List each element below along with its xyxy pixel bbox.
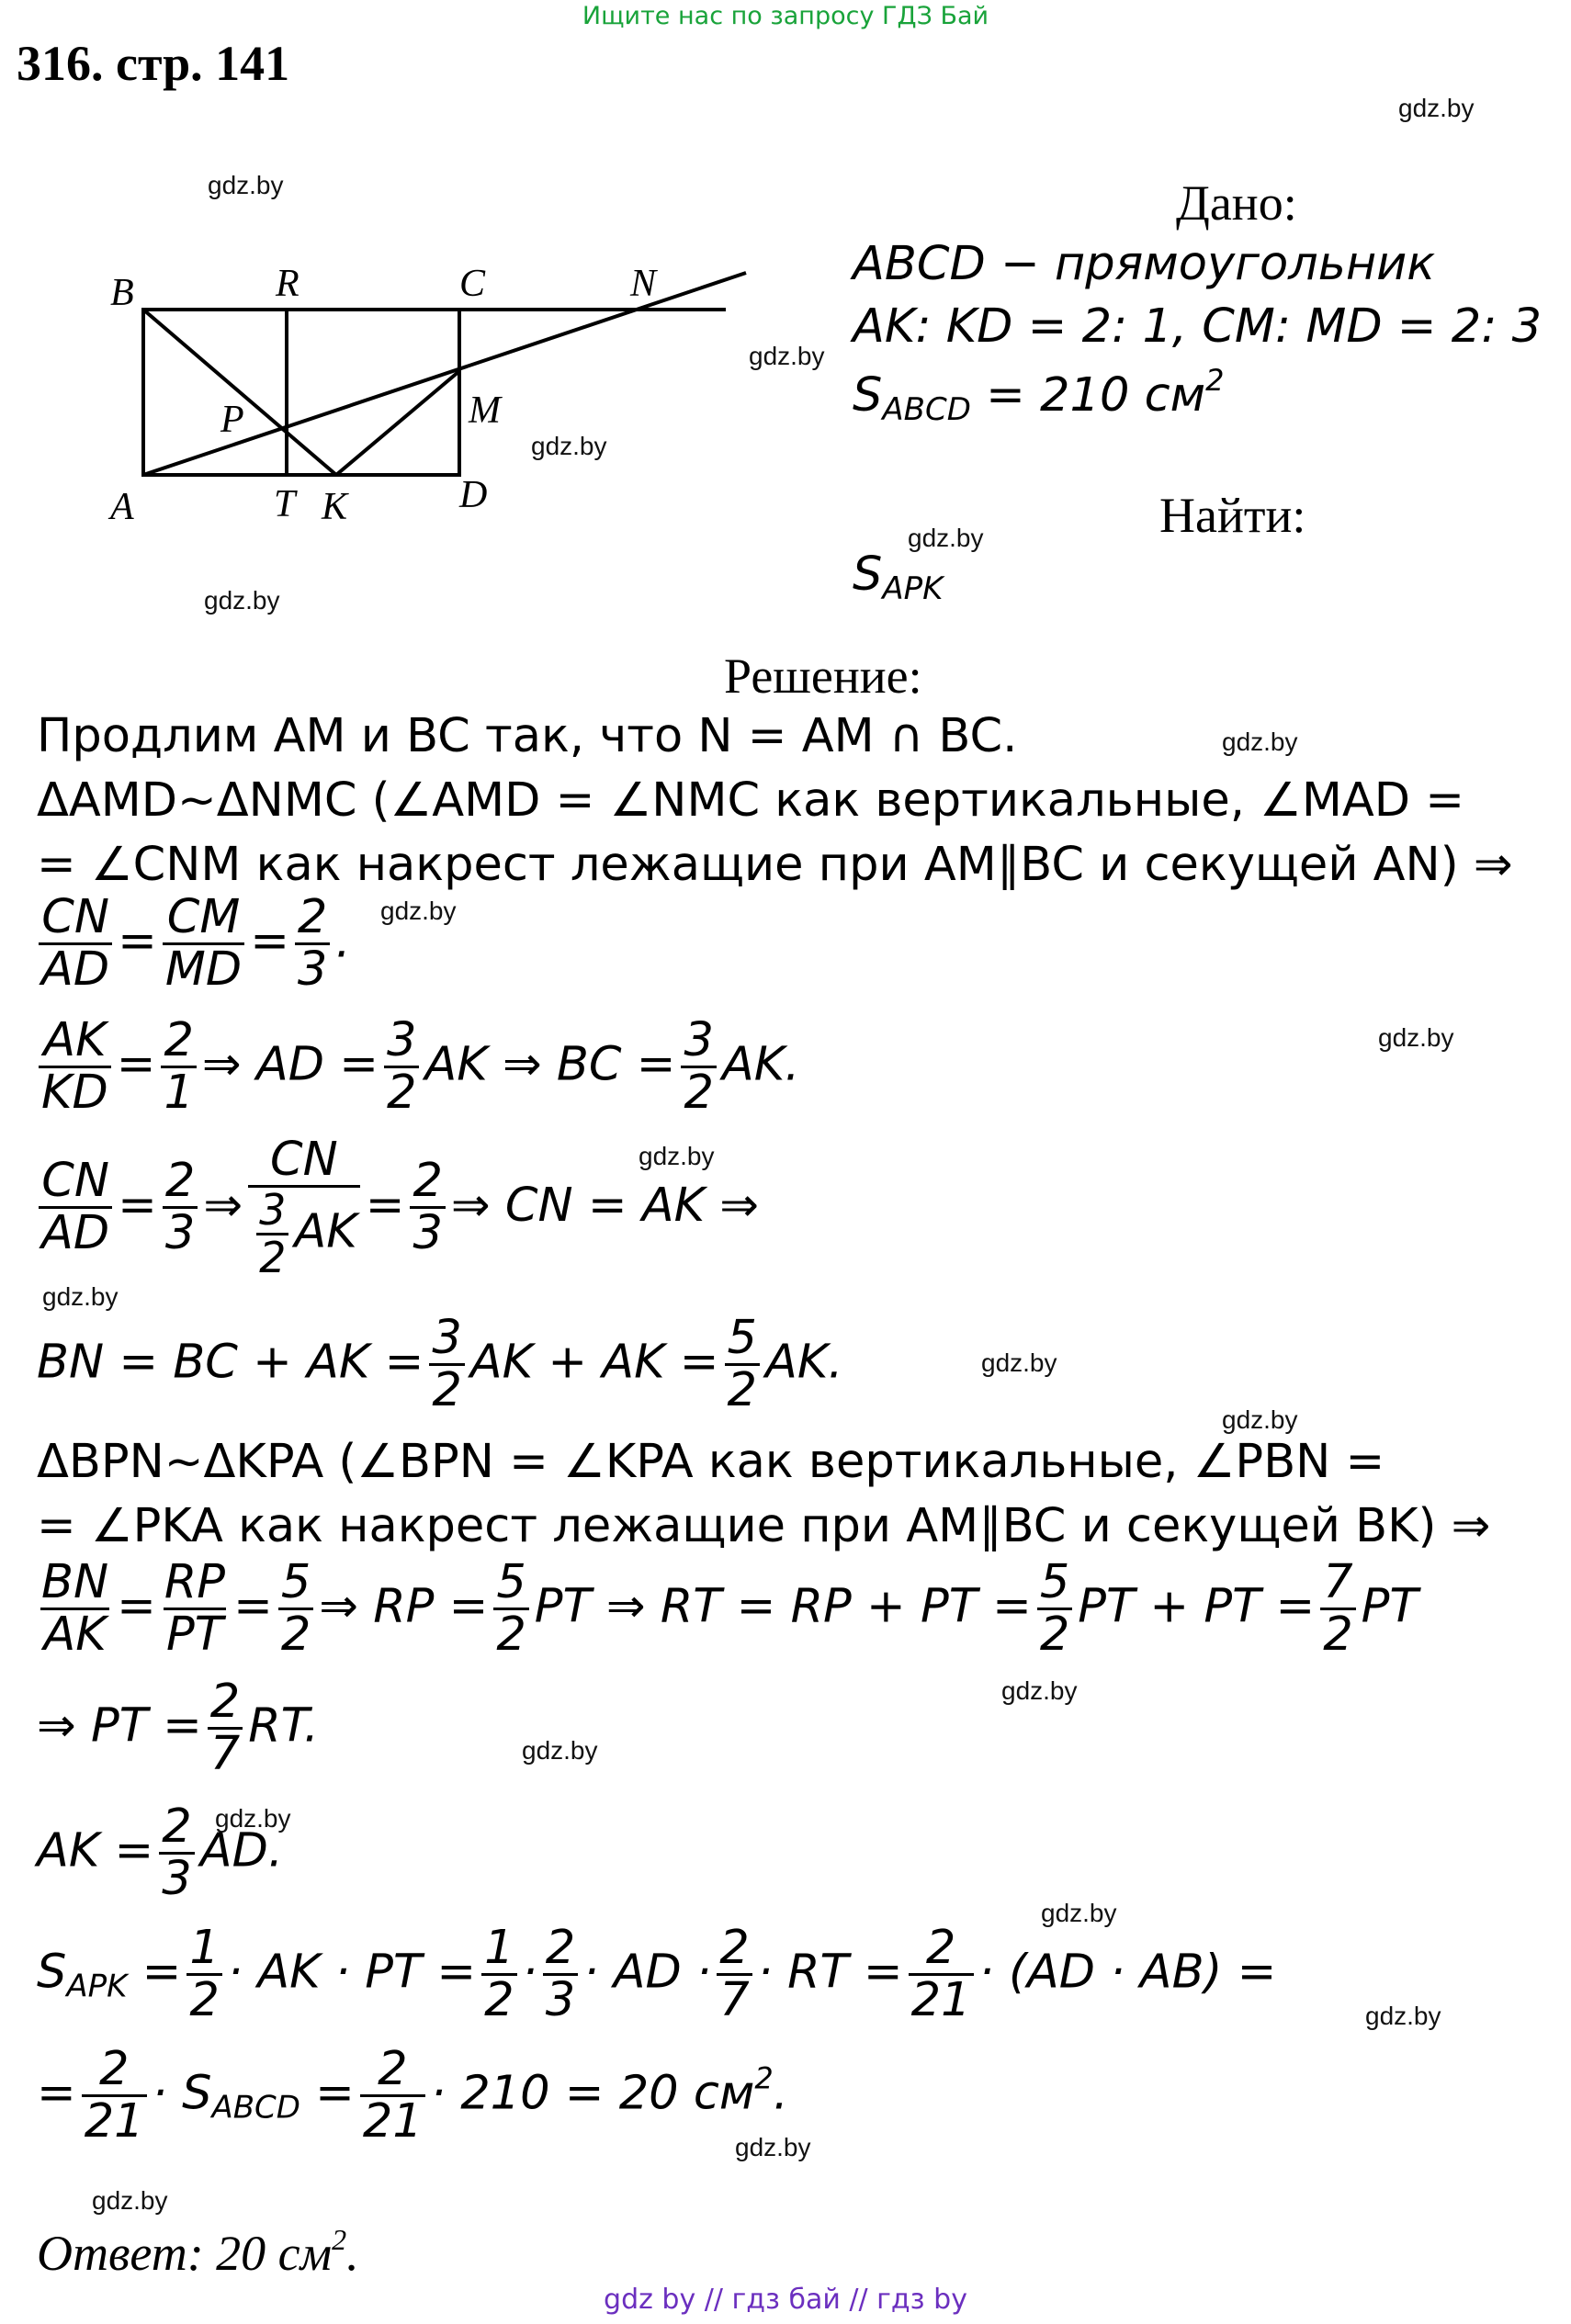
footer-links[interactable]: gdz by // гдз бай // гдз by <box>604 2284 967 2316</box>
equation-1: $\frac{CN}{AD}$ = $\frac{CM}{MD}$ = $\frac{2}{3}$ . <box>33 893 351 995</box>
watermark: gdz.by <box>1222 728 1298 756</box>
watermark: gdz.by <box>204 586 280 615</box>
equation-2: $\frac{AK}{KD}$ = $\frac{2}{1}$ ⇒ AD = $\frac{3}{2}$ AK ⇒ BC = $\frac{3}{2}$ AK. <box>33 1016 799 1118</box>
label-P: P <box>220 399 244 441</box>
fraction: $\frac{1}{2}$ <box>186 1924 221 2025</box>
label-B: B <box>110 272 134 314</box>
watermark: gdz.by <box>531 432 607 460</box>
label-M: M <box>469 389 501 432</box>
label-A: A <box>110 486 134 528</box>
fraction: $\frac{7}{2}$ <box>1320 1558 1355 1660</box>
label-N: N <box>630 263 657 305</box>
watermark: gdz.by <box>908 524 984 552</box>
given-line3: $S_{ABCD} = 210$ $см^2$ <box>853 363 1225 428</box>
fraction: $\frac{3}{2}$ <box>384 1016 419 1118</box>
top-banner[interactable]: Ищите нас по запросу ГДЗ Бай <box>582 2 989 30</box>
task-title: 316. стр. 141 <box>17 36 290 91</box>
equation-9: = $\frac{2}{21}$ · $S_{ABCD}$ = $\frac{2}{21}$ · 210 = 20 $см^2$. <box>37 2042 788 2149</box>
fraction: $\frac{2}{21}$ <box>360 2045 425 2147</box>
solution-line-3: = ∠CNM как накрест лежащие при AM∥BC и секущей AN) ⇒ <box>37 838 1513 892</box>
fraction: $\frac{5}{2}$ <box>725 1314 760 1416</box>
answer: Ответ: 20 $см^2$. <box>37 2223 359 2281</box>
find-heading: Найти: <box>1159 488 1306 543</box>
rectangle-abcd <box>143 310 459 475</box>
watermark: gdz.by <box>1398 94 1475 122</box>
fraction: $\frac{AK}{KD}$ <box>39 1016 111 1118</box>
segment-km <box>336 371 459 475</box>
watermark: gdz.by <box>42 1282 119 1311</box>
fraction: $\frac{2}{3}$ <box>543 1924 578 2025</box>
find-target: $S_{APK}$ <box>853 547 944 607</box>
watermark: gdz.by <box>749 342 825 370</box>
equation-8: $S_{APK}$ = $\frac{1}{2}$ · AK · PT = $\frac{1}{2}$ · $\frac{2}{3}$ · AD · $\frac{2}{7}$ · RT = $\frac{2}{21}$ · (AD · AB) = <box>37 1921 1277 2028</box>
fraction: CN $\frac{3}{2}$ AK <box>248 1135 360 1280</box>
solution-heading: Решение: <box>724 649 922 704</box>
fraction: $\frac{5}{2}$ <box>1037 1558 1072 1660</box>
fraction: $\frac{3}{2}$ <box>681 1016 716 1118</box>
fraction: $\frac{BN}{AK}$ <box>41 1555 109 1663</box>
watermark: gdz.by <box>981 1348 1057 1377</box>
watermark: gdz.by <box>1222 1405 1298 1434</box>
given-line2: AK: KD = 2: 1, CM: MD = 2: 3 <box>853 299 1543 354</box>
segment-bk <box>143 310 336 475</box>
watermark: gdz.by <box>380 897 457 925</box>
fraction: $\frac{CN}{AD}$ <box>39 1156 112 1258</box>
fraction: $\frac{2}{3}$ <box>410 1156 445 1258</box>
fraction: $\frac{3}{2}$ <box>256 1188 288 1280</box>
given-line1: ABCD − прямоугольник <box>853 237 1436 291</box>
fraction: $\frac{CM}{MD}$ <box>163 893 244 995</box>
equation-7: AK = $\frac{2}{3}$ AD. <box>37 1799 284 1907</box>
watermark: gdz.by <box>208 171 284 199</box>
fraction: $\frac{1}{2}$ <box>481 1924 516 2025</box>
equation-5: $\frac{BN}{AK}$ = $\frac{RP}{PT}$ = $\frac{5}{2}$ ⇒ RP = $\frac{5}{2}$ PT ⇒ RT = RP + PT = $\frac{5}{2}$ PT + PT = $\frac{7}{2}$ PT <box>33 1558 1418 1660</box>
fraction: $\frac{2}{3}$ <box>163 1156 198 1258</box>
fraction: $\frac{2}{7}$ <box>717 1924 752 2025</box>
watermark: gdz.by <box>1001 1676 1078 1705</box>
fraction: $\frac{5}{2}$ <box>493 1558 528 1660</box>
fraction: $\frac{2}{3}$ <box>159 1802 194 1904</box>
solution-line-2: ΔAMD~ΔNMC (∠AMD = ∠NMC как вертикальные, ∠MAD = <box>37 773 1464 828</box>
label-C: C <box>459 263 486 305</box>
fraction: $\frac{2}{1}$ <box>161 1016 196 1118</box>
watermark: gdz.by <box>1365 2002 1441 2030</box>
watermark: gdz.by <box>639 1142 715 1170</box>
geometry-figure <box>92 257 790 542</box>
label-K: K <box>322 486 348 528</box>
watermark: gdz.by <box>215 1804 291 1833</box>
fraction: $\frac{3}{2}$ <box>429 1314 464 1416</box>
fraction: $\frac{5}{2}$ <box>278 1558 313 1660</box>
fraction: $\frac{2}{21}$ <box>909 1924 974 2025</box>
equation-3: $\frac{CN}{AD}$ = $\frac{2}{3}$ ⇒ CN $\frac{3}{2}$ AK = $\frac{2}{3}$ ⇒ CN = AK ⇒ <box>33 1135 759 1280</box>
solution-line-1: Продлим AM и BC так, что N = AM ∩ BC. <box>37 709 1018 763</box>
fraction: $\frac{CN}{AD}$ <box>39 893 112 995</box>
equation-4: BN = BC + AK = $\frac{3}{2}$ AK + AK = $\frac{5}{2}$ AK. <box>37 1311 843 1418</box>
watermark: gdz.by <box>1378 1023 1454 1052</box>
watermark: gdz.by <box>1041 1899 1117 1927</box>
solution-line-5: = ∠PKA как накрест лежащие при AM∥BC и секущей BK) ⇒ <box>37 1499 1491 1553</box>
label-R: R <box>276 263 300 305</box>
label-T: T <box>274 483 296 525</box>
watermark: gdz.by <box>735 2133 811 2161</box>
given-heading: Дано: <box>1176 175 1297 231</box>
solution-line-4: ΔBPN~ΔKPA (∠BPN = ∠KPA как вертикальные, ∠PBN = <box>37 1435 1385 1489</box>
watermark: gdz.by <box>92 2186 168 2215</box>
label-D: D <box>459 474 488 516</box>
fraction: $\frac{RP}{PT}$ <box>164 1555 226 1663</box>
fraction: $\frac{2}{3}$ <box>295 893 330 995</box>
watermark: gdz.by <box>522 1736 598 1765</box>
fraction: $\frac{2}{21}$ <box>82 2045 147 2147</box>
equation-6: ⇒ PT = $\frac{2}{7}$ RT. <box>37 1675 319 1782</box>
fraction: $\frac{2}{7}$ <box>208 1677 243 1779</box>
